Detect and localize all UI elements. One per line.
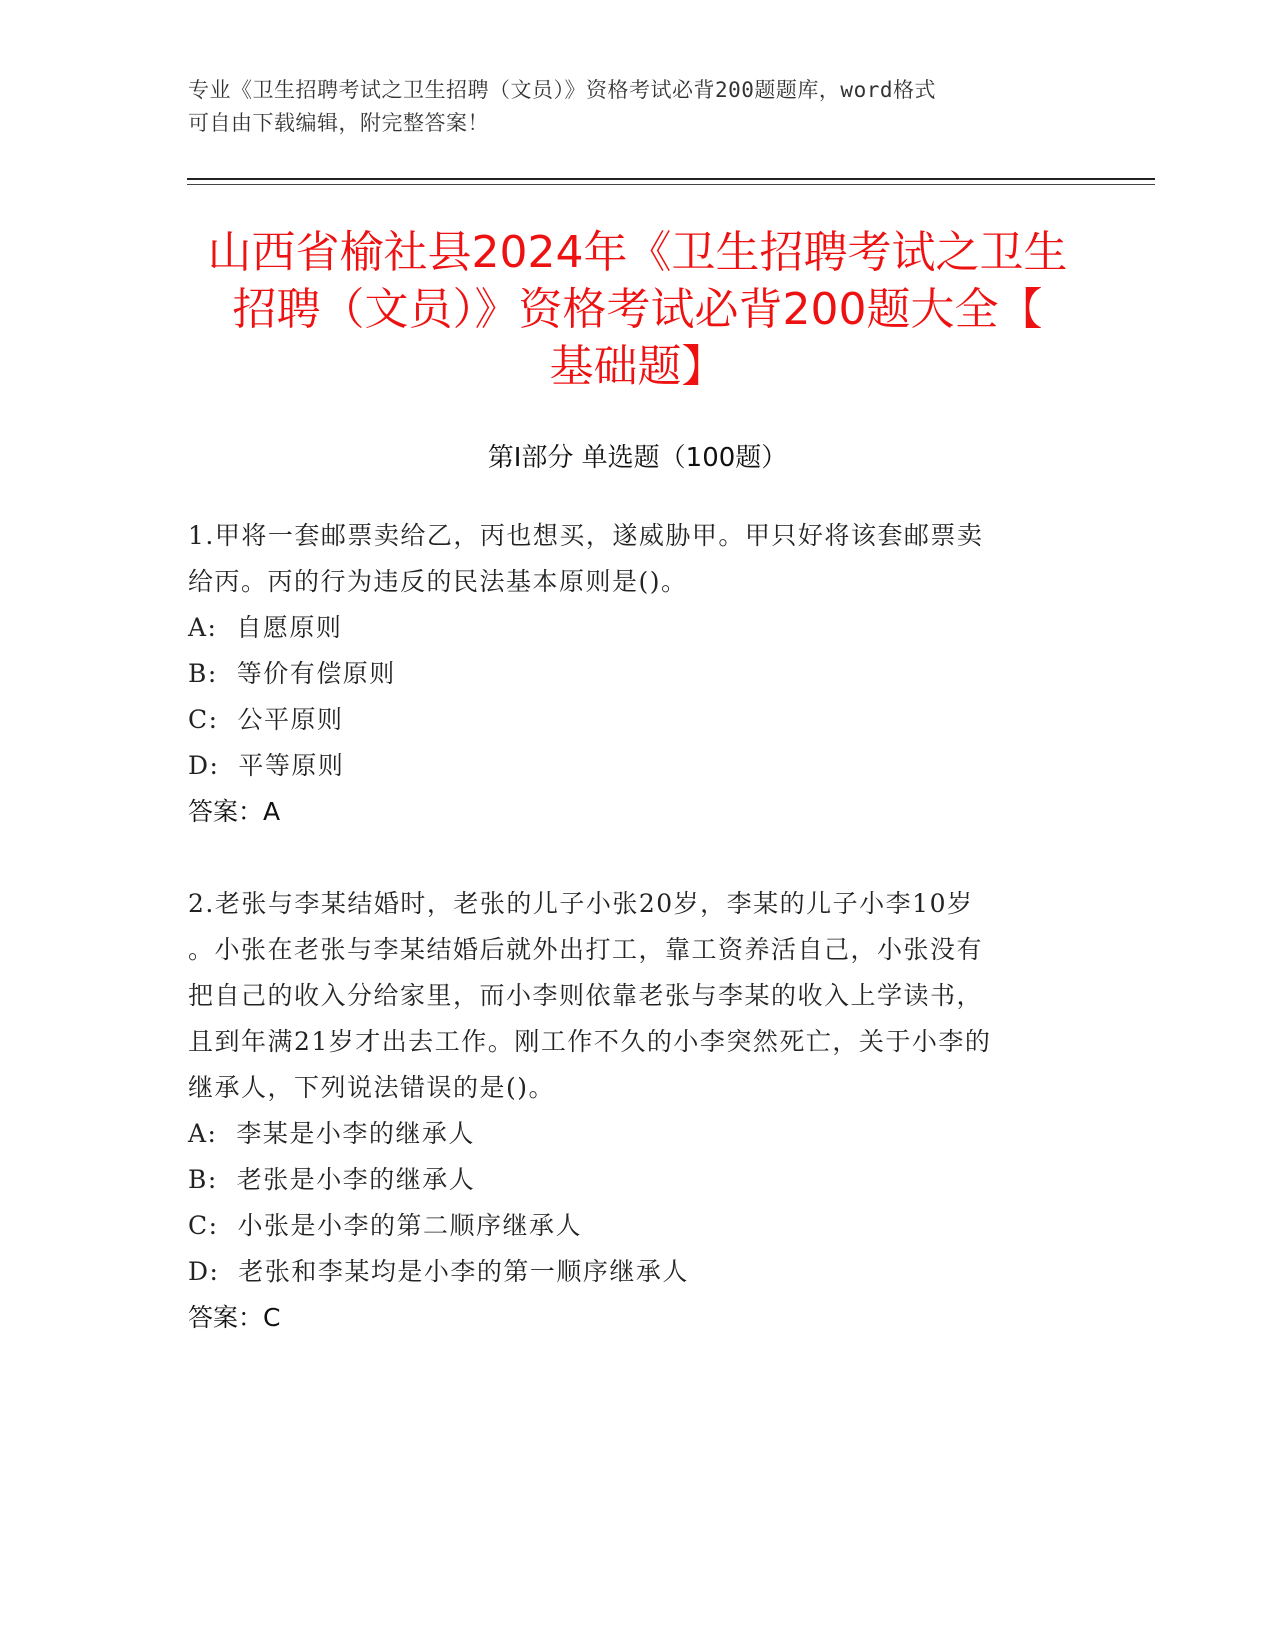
- title-line: 招聘（文员）》资格考试必背200题大全【: [232, 284, 1043, 335]
- section-title: 第Ⅰ部分 单选题（100题）: [487, 443, 788, 473]
- option-d: D: 平等原则: [188, 751, 345, 780]
- header-divider-thick: [187, 178, 1155, 180]
- option-c: C: 公平原则: [188, 705, 344, 734]
- question-stem-line: 且到年满21岁才出去工作。刚工作不久的小李突然死亡，关于小李的: [188, 1027, 992, 1056]
- option-d: D: 老张和李某均是小李的第一顺序继承人: [188, 1257, 689, 1286]
- header-note-line: 专业《卫生招聘考试之卫生招聘（文员）》资格考试必背200题题库，word格式: [188, 78, 936, 102]
- option-b: B: 老张是小李的继承人: [188, 1165, 476, 1194]
- header-note-line: 可自由下载编辑，附完整答案！: [188, 111, 489, 135]
- header-divider-thin: [187, 184, 1155, 185]
- question-stem-line: 2.老张与李某结婚时，老张的儿子小张20岁，李某的儿子小李10岁: [188, 889, 974, 918]
- question-stem-line: 把自己的收入分给家里，而小李则依靠老张与李某的收入上学读书，: [188, 981, 984, 1010]
- header-note: [188, 74, 1088, 140]
- answer: 答案：C: [188, 1303, 281, 1332]
- option-a: A: 李某是小李的继承人: [188, 1119, 475, 1148]
- question-stem-line: 继承人，下列说法错误的是()。: [188, 1073, 556, 1102]
- option-c: C: 小张是小李的第二顺序继承人: [188, 1211, 582, 1240]
- question-stem-line: 1.甲将一套邮票卖给乙，丙也想买，遂威胁甲。甲只好将该套邮票卖: [188, 521, 984, 550]
- title-line: 山西省榆社县2024年《卫生招聘考试之卫生: [207, 227, 1068, 278]
- option-a: A: 自愿原则: [188, 613, 343, 642]
- document-title: [150, 224, 1125, 395]
- answer: 答案：A: [188, 797, 281, 826]
- title-line: 基础题】: [549, 341, 726, 392]
- question-2: [188, 881, 1078, 1341]
- question-stem-line: 。小张在老张与李某结婚后就外出打工，靠工资养活自己，小张没有: [188, 935, 984, 964]
- option-b: B: 等价有偿原则: [188, 659, 396, 688]
- question-stem-line: 给丙。丙的行为违反的民法基本原则是()。: [188, 567, 688, 596]
- question-1: [188, 513, 1078, 835]
